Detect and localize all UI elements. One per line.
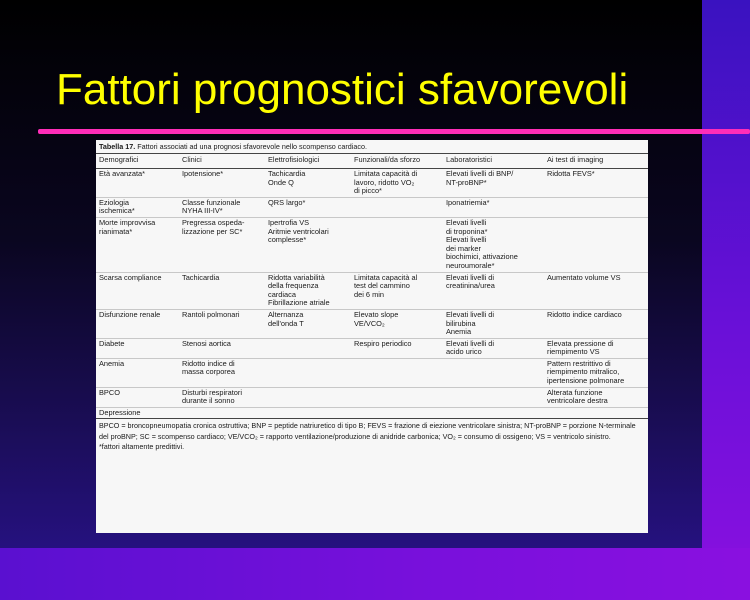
table-cell-demografici: Età avanzata* xyxy=(99,169,146,178)
table-header-funzionali: Funzionali/da sforzo xyxy=(354,155,421,164)
table-cell-laboratoristici: Elevati livelli di BNP/ NT-proBNP* xyxy=(446,169,514,187)
table-cell-elettrofisiologici: QRS largo* xyxy=(268,197,306,207)
table-cell-elettrofisiologici: Ipertrofia VS Aritmie ventricolari complesse* xyxy=(268,217,329,245)
table-footnote-abbreviations: BPCO = broncopneumopatia cronica ostruttiva; BNP = peptide natriuretico di tipo B; FEVS = frazione di eiezione ventricolare sinistra; NT-proBNP = porzione N-terminale del proBNP; SC = scompenso cardiaco; VE/VCO₂ = rapporto ventilazione/produzione di anidride carbonica; VO₂ = consumo di ossigeno; VS = ventricolo sinistro. xyxy=(99,421,636,441)
table-header-laboratoristici: Laboratoristici xyxy=(446,155,493,164)
table-header-imaging: Ai test di imaging xyxy=(547,155,604,164)
table-cell-clinici xyxy=(179,408,265,419)
slide-title: Fattori prognostici sfavorevoli xyxy=(56,65,629,114)
decorative-right-band xyxy=(702,0,750,600)
table-cell-funzionali: Limitata capacità al test del cammino dei 6 min xyxy=(354,272,418,299)
table-cell-demografici: Disfunzione renale xyxy=(99,309,161,319)
table-cell-laboratoristici xyxy=(443,388,544,407)
table-cell-laboratoristici: Iponatriemia* xyxy=(446,197,490,207)
table-cell-demografici: Depressione xyxy=(99,407,141,417)
table-cell-elettrofisiologici xyxy=(265,359,351,387)
table-cell-laboratoristici: Elevati livelli di acido urico xyxy=(446,338,495,357)
table-cell-demografici: Eziologia ischemica* xyxy=(99,197,135,216)
table-cell-demografici: Anemia xyxy=(99,358,125,368)
decorative-bottom-band xyxy=(0,548,750,600)
table-cell-clinici: Ipotensione* xyxy=(182,169,224,178)
table-cell-demografici: Diabete xyxy=(99,338,125,348)
table-cell-elettrofisiologici xyxy=(265,388,351,407)
table-cell-imaging: Ridotto indice cardiaco xyxy=(547,309,622,319)
table-header-elettrofisiologici: Elettrofisiologici xyxy=(268,155,320,164)
table-cell-funzionali: Elevato slope VE/VCO₂ xyxy=(354,309,399,328)
table-cell-funzionali: Respiro periodico xyxy=(354,338,412,348)
prognostic-factors-table xyxy=(96,154,648,419)
table-cell-imaging xyxy=(544,408,648,419)
table-header-demografici: Demografici xyxy=(99,155,139,164)
table-cell-elettrofisiologici: Tachicardia Onde Q xyxy=(268,169,306,187)
table-cell-imaging xyxy=(544,218,648,272)
table-cell-clinici: Pregressa ospeda- lizzazione per SC* xyxy=(182,217,245,236)
table-header-clinici: Clinici xyxy=(182,155,202,164)
table-cell-funzionali xyxy=(351,388,443,407)
table-cell-demografici: Morte improvvisa rianimata* xyxy=(99,217,156,236)
table-caption-text: Fattori associati ad una prognosi sfavorevole nello scompenso cardiaco. xyxy=(135,142,367,151)
table-cell-clinici: Stenosi aortica xyxy=(182,338,231,348)
table-cell-imaging: Aumentato volume VS xyxy=(547,272,621,282)
table-footnote xyxy=(96,419,648,455)
table-footnote-star: *fattori altamente predittivi. xyxy=(99,442,185,452)
table-cell-laboratoristici xyxy=(443,359,544,387)
table-cell-imaging: Pattern restrittivo di riempimento mitralico, ipertensione polmonare xyxy=(547,358,625,386)
table-caption-label: Tabella 17. xyxy=(99,142,136,151)
table-cell-elettrofisiologici xyxy=(265,339,351,358)
table-cell-imaging: Alterata funzione ventricolare destra xyxy=(547,387,608,406)
table-cell-imaging: Ridotta FEVS* xyxy=(547,169,595,178)
title-underline xyxy=(38,129,750,134)
table-cell-funzionali xyxy=(351,198,443,217)
table-cell-clinici: Disturbi respiratori durante il sonno xyxy=(182,387,242,406)
table-image xyxy=(96,140,648,533)
table-cell-elettrofisiologici: Ridotta variabilità della frequenza cardiaca Fibrillazione atriale xyxy=(268,272,330,308)
row-divider xyxy=(96,418,648,419)
table-cell-clinici: Rantoli polmonari xyxy=(182,309,240,319)
table-cell-funzionali: Limitata capacità di lavoro, ridotto VO₂ di picco* xyxy=(354,169,418,196)
table-cell-clinici: Classe funzionale NYHA III-IV* xyxy=(182,197,241,216)
table-cell-elettrofisiologici xyxy=(265,408,351,419)
table-cell-imaging xyxy=(544,198,648,217)
table-cell-laboratoristici: Elevati livelli di troponina* Elevati livelli dei marker biochimici, attivazione neuroumorale* xyxy=(446,217,518,270)
table-cell-demografici: Scarsa compliance xyxy=(99,272,162,282)
table-cell-imaging: Elevata pressione di riempimento VS xyxy=(547,338,614,357)
table-cell-demografici: BPCO xyxy=(99,387,120,397)
table-cell-laboratoristici xyxy=(443,408,544,419)
table-cell-elettrofisiologici: Alternanza dell'onda T xyxy=(268,309,304,328)
table-cell-funzionali xyxy=(351,359,443,387)
table-cell-laboratoristici: Elevati livelli di creatinina/urea xyxy=(446,272,495,291)
table-cell-funzionali xyxy=(351,218,443,272)
table-caption xyxy=(96,140,648,151)
table-cell-clinici: Tachicardia xyxy=(182,272,220,282)
table-cell-funzionali xyxy=(351,408,443,419)
table-cell-laboratoristici: Elevati livelli di bilirubina Anemia xyxy=(446,309,495,337)
table-cell-clinici: Ridotto indice di massa corporea xyxy=(182,358,235,377)
